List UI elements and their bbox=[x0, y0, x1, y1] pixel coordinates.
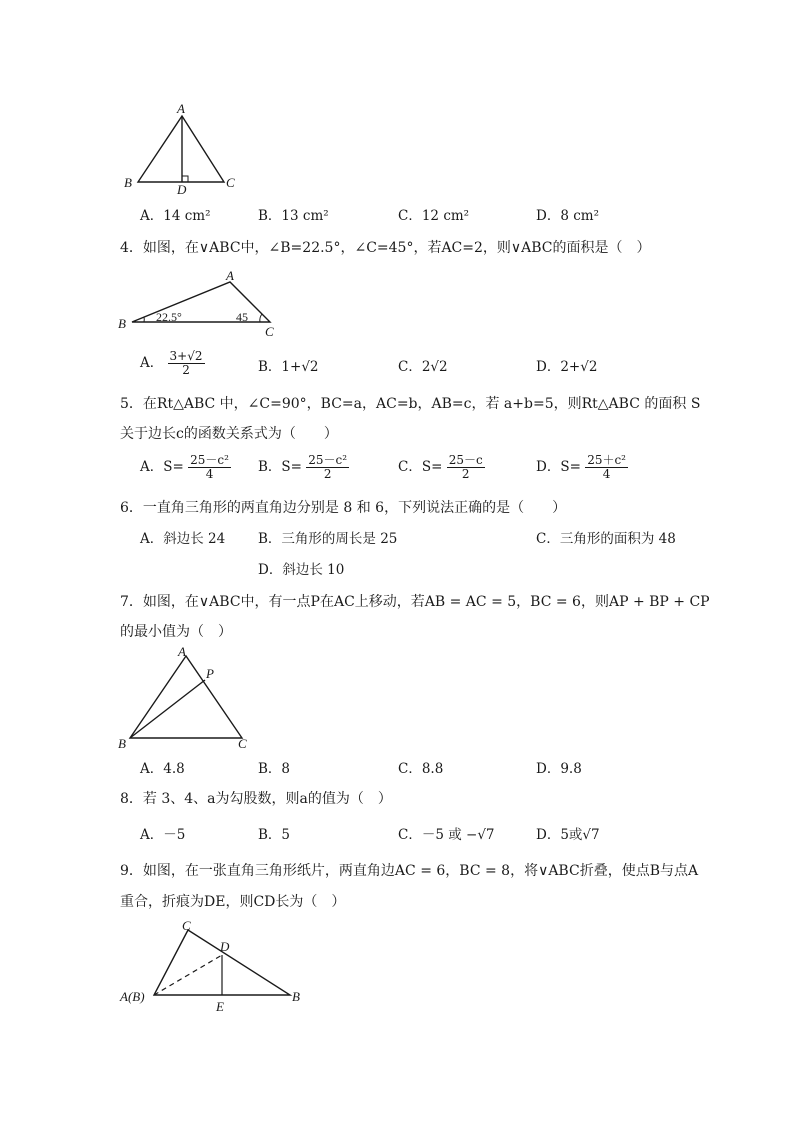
q9-label-ab: A(B) bbox=[120, 989, 145, 1004]
option-letter: B． bbox=[258, 208, 282, 224]
option-letter: A． bbox=[140, 355, 164, 371]
option-text: －5 bbox=[163, 827, 186, 843]
question-text: 如图，在∨ABC中，∠B=22.5°，∠C=45°，若AC=2，则∨ABC的面积是（ ） bbox=[142, 240, 651, 256]
q8-option-a[interactable] bbox=[140, 826, 185, 844]
option-letter: B． bbox=[258, 459, 282, 475]
fraction-denominator: 4 bbox=[205, 467, 214, 481]
q4-label-c: C bbox=[265, 324, 274, 338]
option-letter: A． bbox=[140, 208, 164, 224]
q7-option-b[interactable] bbox=[258, 760, 290, 778]
q3-label-a: A bbox=[177, 101, 185, 116]
q7-option-a[interactable] bbox=[140, 760, 185, 778]
question-number: 9． bbox=[120, 863, 143, 879]
q9-stem-line1 bbox=[120, 862, 698, 880]
option-text: 12 cm² bbox=[421, 208, 470, 224]
option-letter: A． bbox=[140, 459, 164, 475]
q4-option-a[interactable] bbox=[140, 350, 205, 377]
fraction bbox=[447, 454, 485, 481]
q4-label-a: A bbox=[226, 268, 234, 283]
q3-label-c: C bbox=[226, 175, 235, 190]
question-text-continued: 的最小值为（ ） bbox=[120, 624, 232, 640]
option-letter: D． bbox=[536, 359, 561, 375]
option-text: 8.8 bbox=[421, 761, 444, 777]
option-text: 2√2 bbox=[421, 359, 448, 375]
fraction-numerator: 25－c bbox=[448, 453, 483, 467]
q8-option-b[interactable] bbox=[258, 826, 290, 844]
question-text: 如图，在一张直角三角形纸片，两直角边AC = 6，BC = 8，将∨ABC折叠，使点B与点A bbox=[142, 863, 699, 879]
fraction-denominator: 4 bbox=[602, 467, 611, 481]
fraction-denominator: 2 bbox=[182, 363, 190, 377]
q3-figure bbox=[118, 100, 248, 198]
option-letter: C． bbox=[398, 459, 422, 475]
q5-option-b[interactable] bbox=[258, 454, 349, 481]
option-text: 三角形的面积为 48 bbox=[559, 531, 676, 547]
fraction-numerator: 25－c² bbox=[190, 453, 229, 467]
option-text: 1+√2 bbox=[281, 359, 319, 375]
q6-option-b[interactable] bbox=[258, 530, 397, 548]
q9-stem-line2 bbox=[120, 893, 345, 911]
option-text: 8 bbox=[281, 761, 291, 777]
q7-label-a: A bbox=[178, 644, 186, 659]
question-number: 5． bbox=[120, 396, 143, 412]
fraction-denominator: 2 bbox=[323, 467, 332, 481]
option-text: 5或√7 bbox=[560, 827, 600, 843]
q7-label-p: P bbox=[206, 666, 214, 681]
q5-stem-line1 bbox=[120, 395, 700, 413]
question-number: 4． bbox=[120, 240, 143, 256]
option-letter: D． bbox=[536, 761, 561, 777]
option-letter: B． bbox=[258, 531, 282, 547]
q3-option-d[interactable] bbox=[536, 207, 599, 225]
option-text: 5 bbox=[281, 827, 291, 843]
option-text: －5 或 −√7 bbox=[421, 827, 495, 843]
option-letter: B． bbox=[258, 827, 282, 843]
option-text: 三角形的周长是 25 bbox=[281, 531, 398, 547]
question-number: 6． bbox=[120, 500, 143, 516]
option-letter: D． bbox=[536, 459, 561, 475]
q6-option-a[interactable] bbox=[140, 530, 225, 548]
question-text-continued: 关于边长c的函数关系式为（ ） bbox=[120, 426, 338, 442]
option-letter: D． bbox=[258, 562, 283, 578]
q7-label-b: B bbox=[118, 736, 126, 751]
option-letter: A． bbox=[140, 531, 164, 547]
question-text: 一直角三角形的两直角边分别是 8 和 6，下列说法正确的是（ ） bbox=[142, 500, 567, 516]
fraction bbox=[306, 454, 349, 481]
q3-option-b[interactable] bbox=[258, 207, 329, 225]
option-letter: C． bbox=[398, 761, 422, 777]
fraction bbox=[585, 454, 628, 481]
option-text: 13 cm² bbox=[281, 208, 329, 224]
q9-figure bbox=[114, 918, 314, 1018]
q9-label-c: C bbox=[182, 918, 191, 933]
q4-option-d[interactable] bbox=[536, 358, 597, 376]
q5-option-a[interactable] bbox=[140, 454, 231, 481]
fraction-numerator: 25＋c² bbox=[587, 453, 626, 467]
q3-option-a[interactable] bbox=[140, 207, 211, 225]
fraction bbox=[188, 454, 231, 481]
option-letter: C． bbox=[536, 531, 560, 547]
q6-stem bbox=[120, 499, 566, 517]
q9-label-b: B bbox=[292, 989, 300, 1004]
q7-option-c[interactable] bbox=[398, 760, 443, 778]
q7-label-c: C bbox=[238, 736, 247, 751]
q9-label-e: E bbox=[216, 999, 224, 1014]
question-number: 7． bbox=[120, 594, 143, 610]
q7-figure bbox=[114, 644, 264, 754]
question-text: 如图，在∨ABC中，有一点P在AC上移动，若AB = AC = 5，BC = 6，则AP + BP + CP bbox=[142, 594, 710, 610]
q4-option-b[interactable] bbox=[258, 358, 319, 376]
q5-option-c[interactable] bbox=[398, 454, 485, 481]
q4-angle-c: 45 bbox=[236, 310, 248, 324]
option-letter: D． bbox=[536, 208, 561, 224]
option-letter: C． bbox=[398, 827, 422, 843]
option-text: 9.8 bbox=[560, 761, 582, 777]
q5-stem-line2 bbox=[120, 425, 338, 443]
question-text: 在Rt△ABC 中，∠C=90°，BC=a，AC=b，AB=c，若 a+b=5，则Rt△ABC 的面积 S bbox=[142, 396, 701, 412]
fraction-denominator: 2 bbox=[461, 467, 470, 481]
option-prefix: S= bbox=[560, 459, 581, 475]
q3-option-c[interactable] bbox=[398, 207, 469, 225]
option-prefix: S= bbox=[421, 459, 443, 475]
option-letter: C． bbox=[398, 359, 422, 375]
question-text-continued: 重合，折痕为DE，则CD长为（ ） bbox=[120, 894, 346, 910]
q4-label-b: B bbox=[118, 316, 126, 331]
q7-option-d[interactable] bbox=[536, 760, 582, 778]
q6-option-c[interactable] bbox=[536, 530, 676, 548]
q7-stem-line2 bbox=[120, 623, 232, 641]
option-letter: A． bbox=[140, 827, 164, 843]
option-letter: A． bbox=[140, 761, 164, 777]
option-text: 14 cm² bbox=[163, 208, 211, 224]
q7-stem-line1 bbox=[120, 593, 710, 611]
question-number: 8． bbox=[120, 791, 143, 807]
q4-stem bbox=[120, 239, 651, 257]
question-text: 若 3、4、a为勾股数，则a的值为（ ） bbox=[142, 791, 392, 807]
fraction-numerator: 3+√2 bbox=[169, 349, 203, 363]
option-text: 斜边长 10 bbox=[282, 562, 345, 578]
q9-label-d: D bbox=[220, 939, 230, 954]
q4-figure bbox=[114, 266, 289, 338]
option-prefix: S= bbox=[281, 459, 302, 475]
q8-option-c[interactable] bbox=[398, 826, 495, 844]
option-prefix: S= bbox=[163, 459, 184, 475]
q3-label-d: D bbox=[177, 182, 187, 197]
q8-option-d[interactable] bbox=[536, 826, 600, 844]
q4-angle-b: 22.5° bbox=[156, 310, 182, 324]
q6-option-d[interactable] bbox=[258, 561, 344, 579]
option-letter: D． bbox=[536, 827, 561, 843]
q5-option-d[interactable] bbox=[536, 454, 628, 481]
fraction bbox=[168, 350, 205, 377]
option-letter: B． bbox=[258, 359, 282, 375]
option-text: 斜边长 24 bbox=[163, 531, 226, 547]
option-letter: C． bbox=[398, 208, 422, 224]
q3-label-b: B bbox=[124, 175, 132, 190]
q8-stem bbox=[120, 790, 392, 808]
fraction-numerator: 25－c² bbox=[308, 453, 348, 467]
option-text: 8 cm² bbox=[560, 208, 599, 224]
q4-option-c[interactable] bbox=[398, 358, 448, 376]
option-text: 4.8 bbox=[163, 761, 185, 777]
option-letter: B． bbox=[258, 761, 282, 777]
option-text: 2+√2 bbox=[560, 359, 598, 375]
